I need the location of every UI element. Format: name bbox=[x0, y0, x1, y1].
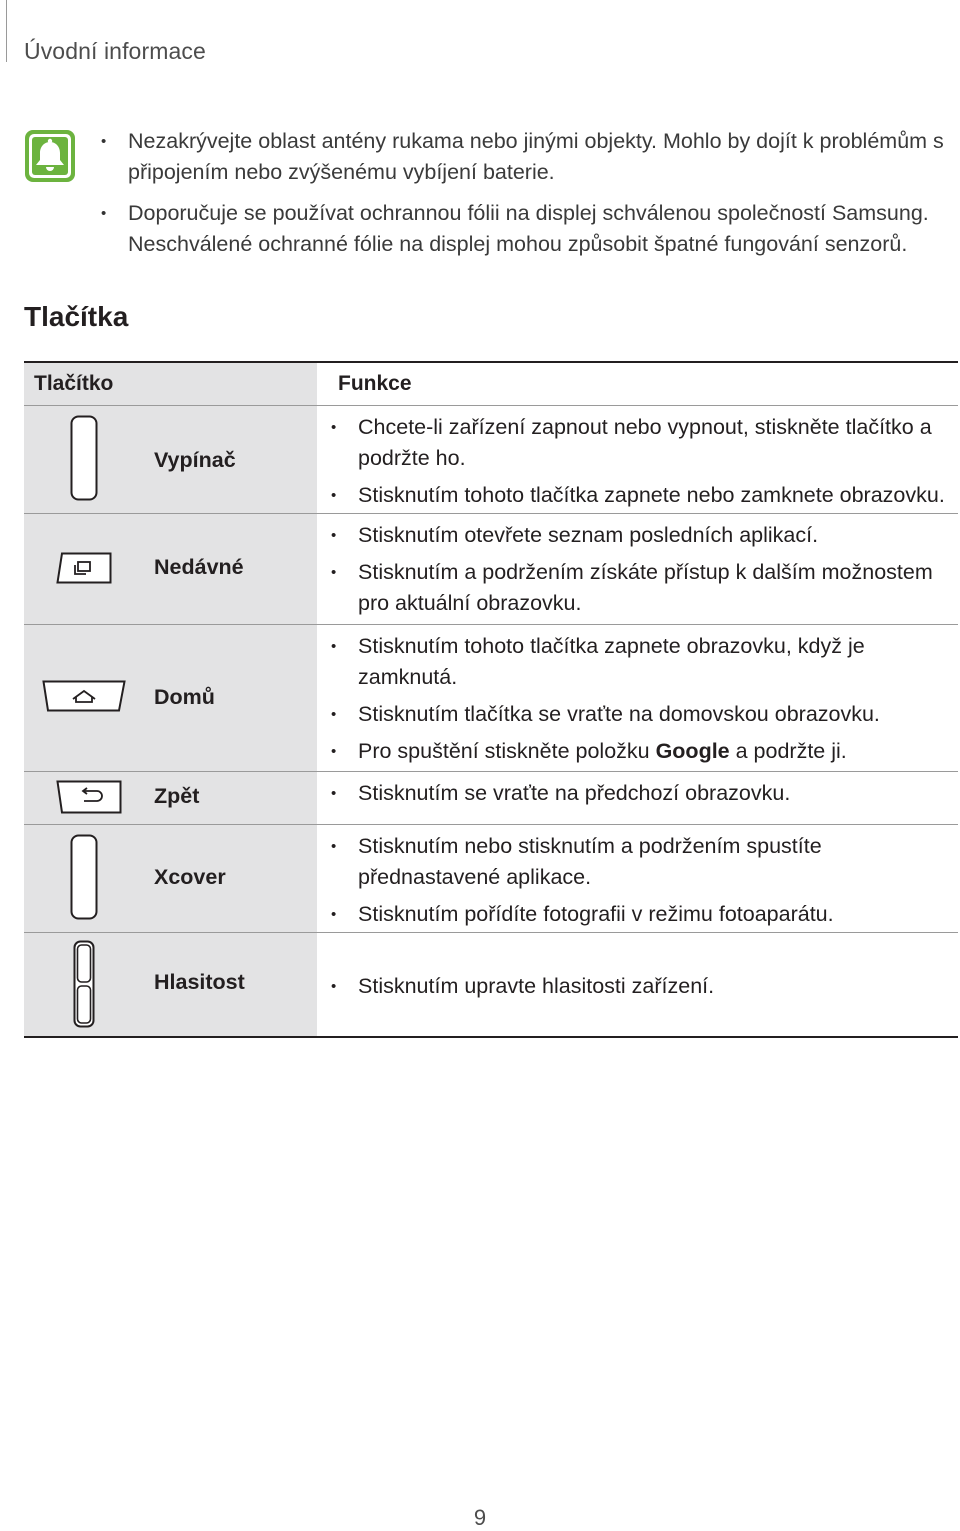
button-name: Domů bbox=[154, 685, 215, 709]
volume-key-icon bbox=[73, 940, 95, 1028]
table-row bbox=[24, 933, 958, 1036]
function-cell bbox=[317, 514, 958, 624]
function-cell bbox=[317, 625, 958, 771]
table-row bbox=[24, 514, 958, 625]
button-cell bbox=[24, 772, 317, 824]
power-key-icon bbox=[70, 415, 98, 501]
function-item: • Stisknutím se vraťte na předchozí obrazovku. bbox=[331, 778, 958, 809]
button-name: Nedávné bbox=[154, 555, 244, 579]
button-cell bbox=[24, 825, 317, 932]
button-name: Zpět bbox=[154, 784, 200, 808]
note-item: • Doporučuje se používat ochrannou fólii na displej schválenou společností Samsung. Neschválené ochranné fólie na displej mohou způsobit špatné fungování senzorů. bbox=[101, 198, 951, 260]
function-item: • Stisknutím tlačítka se vraťte na domovskou obrazovku. bbox=[331, 699, 958, 730]
page-edge-rule bbox=[6, 0, 7, 62]
function-cell bbox=[317, 772, 958, 824]
table-row bbox=[24, 625, 958, 772]
column-header-function: Funkce bbox=[338, 372, 412, 395]
function-item-google: • Pro spuštění stiskněte položku Google a podržte ji. bbox=[331, 736, 958, 767]
function-cell bbox=[317, 933, 958, 1036]
button-name: Vypínač bbox=[154, 448, 236, 472]
table-row bbox=[24, 825, 958, 933]
back-key-icon bbox=[56, 780, 122, 814]
function-item: • Stisknutím upravte hlasitosti zařízení. bbox=[331, 971, 958, 1002]
button-name: Xcover bbox=[154, 865, 226, 889]
button-cell bbox=[24, 406, 317, 513]
function-cell bbox=[317, 825, 958, 932]
recents-key-icon bbox=[56, 552, 112, 584]
home-key-icon bbox=[42, 680, 126, 712]
function-cell bbox=[317, 406, 958, 513]
function-item: • Stisknutím tohoto tlačítka zapnete nebo zamknete obrazovku. bbox=[331, 480, 958, 511]
function-item: • Stisknutím otevřete seznam posledních aplikací. bbox=[331, 520, 958, 551]
function-item: • Stisknutím pořídíte fotografii v režimu fotoaparátu. bbox=[331, 899, 958, 930]
chapter-title: Úvodní informace bbox=[24, 38, 206, 64]
function-item: • Stisknutím tohoto tlačítka zapnete obrazovku, když je zamknutá. bbox=[331, 631, 958, 693]
function-item: • Chcete-li zařízení zapnout nebo vypnout, stiskněte tlačítko a podržte ho. bbox=[331, 412, 958, 474]
buttons-table bbox=[24, 361, 958, 1038]
table-row bbox=[24, 772, 958, 825]
function-item: • Stisknutím a podržením získáte přístup k dalším možnostem pro aktuální obrazovku. bbox=[331, 557, 958, 619]
note-list bbox=[101, 126, 951, 270]
function-item: • Stisknutím nebo stisknutím a podržením spustíte přednastavené aplikace. bbox=[331, 831, 958, 893]
bell-icon bbox=[24, 129, 76, 183]
page-number: 9 bbox=[473, 1505, 487, 1530]
button-cell bbox=[24, 625, 317, 771]
xcover-key-icon bbox=[70, 834, 98, 920]
button-cell bbox=[24, 514, 317, 624]
note-item: • Nezakrývejte oblast antény rukama nebo jinými objekty. Mohlo by dojít k problémům s připojením nebo zvýšenému vybíjení baterie. bbox=[101, 126, 951, 188]
table-row bbox=[24, 406, 958, 514]
section-heading: Tlačítka bbox=[24, 301, 129, 332]
table-header bbox=[24, 363, 958, 406]
button-name: Hlasitost bbox=[154, 970, 245, 994]
column-header-button: Tlačítko bbox=[24, 363, 317, 405]
button-cell bbox=[24, 933, 317, 1036]
